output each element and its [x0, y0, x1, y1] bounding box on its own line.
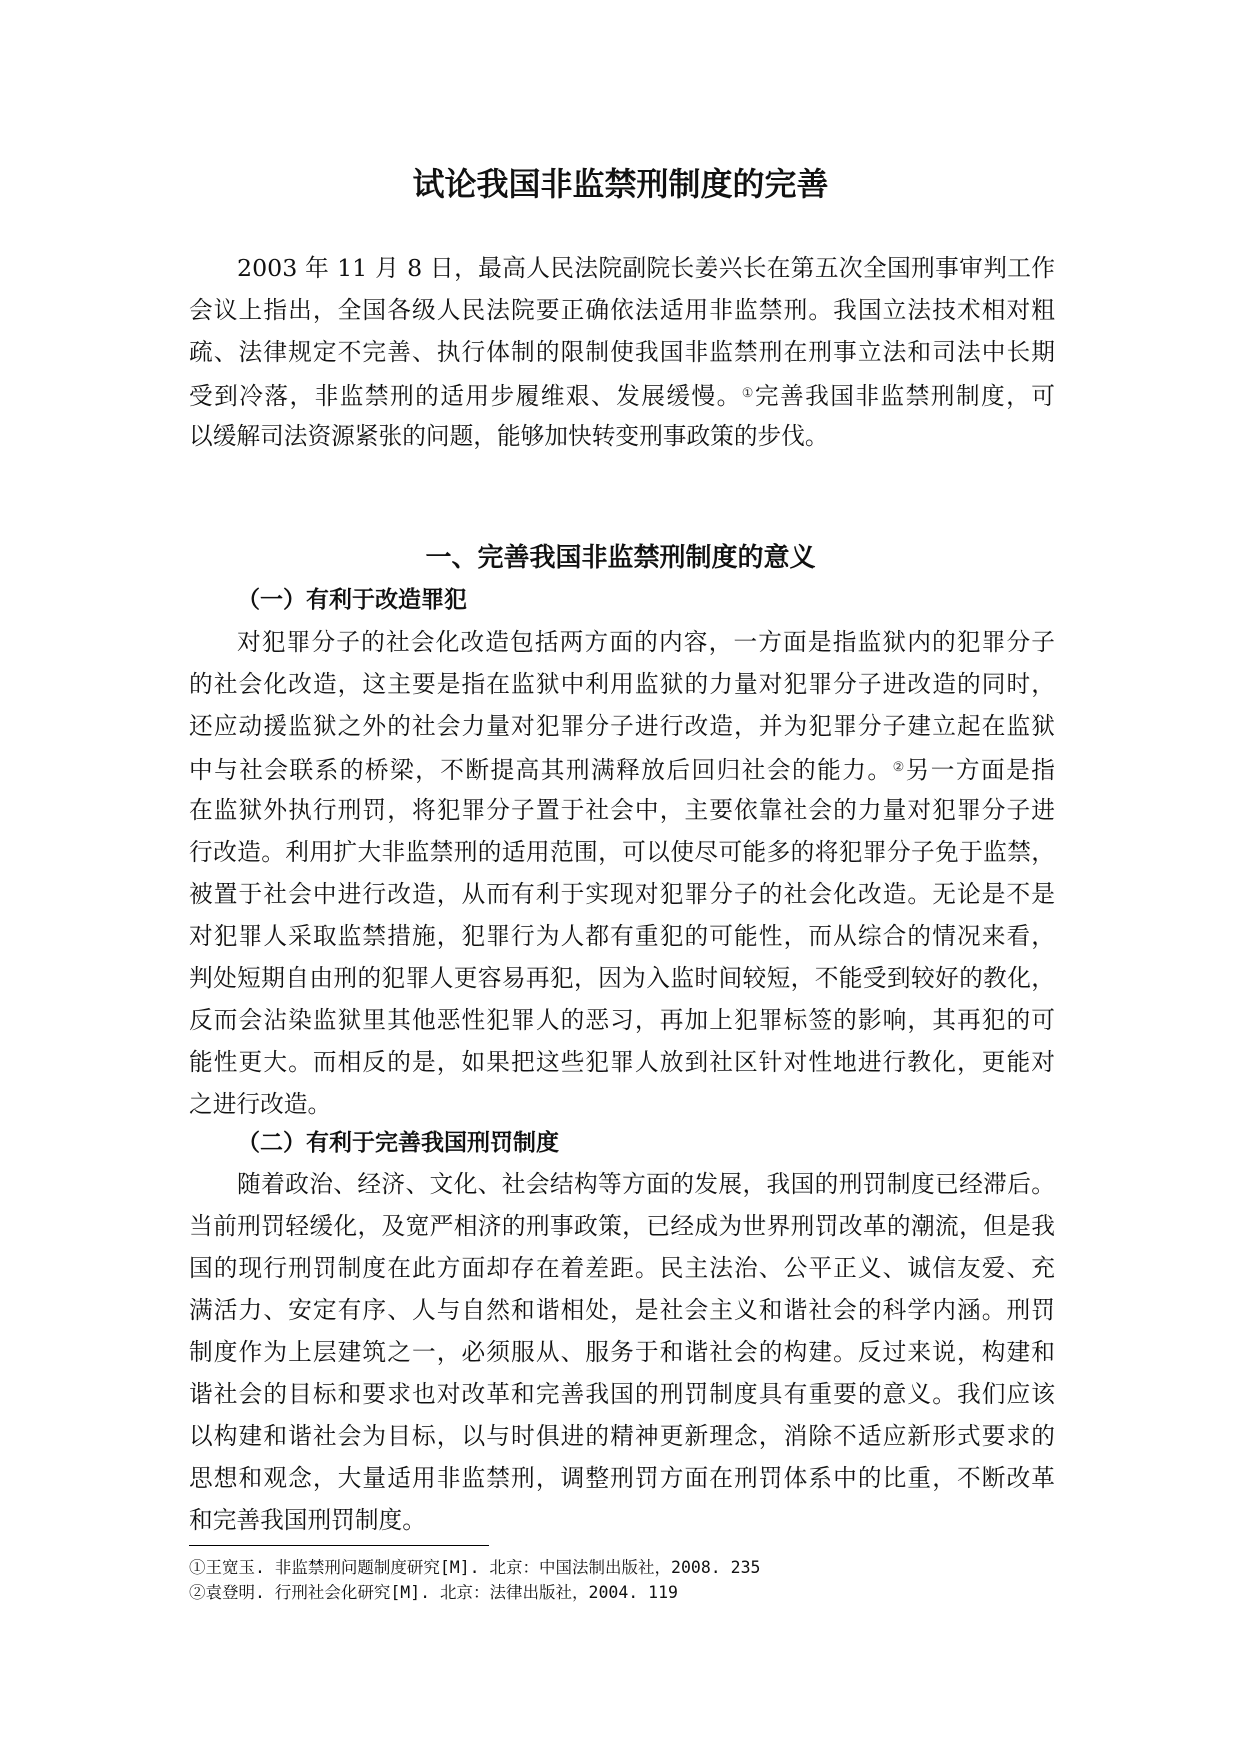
footnote: ①王宽玉. 非监禁刑问题制度研究[M]. 北京：中国法制出版社，2008. 235 — [189, 1558, 761, 1577]
paragraph-line — [189, 374, 1055, 414]
subsection-heading: （二）有利于完善我国刑罚制度 — [237, 1130, 559, 1156]
line-text: 中与社会联系的桥梁，不断提高其刑满释放后回归社会的能力。 — [189, 756, 893, 784]
paragraph-line: 制度作为上层建筑之一，必须服从、服务于和谐社会的构建。反过来说，构建和 — [189, 1338, 1055, 1366]
paragraph-line: 满活力、安定有序、人与自然和谐相处，是社会主义和谐社会的科学内涵。刑罚 — [189, 1296, 1055, 1324]
paragraph-line: 和完善我国刑罚制度。 — [189, 1506, 426, 1534]
paragraph-line: 被置于社会中进行改造，从而有利于实现对犯罪分子的社会化改造。无论是不是 — [189, 880, 1055, 908]
section-heading: 一、完善我国非监禁刑制度的意义 — [425, 543, 816, 573]
line-text: 受到冷落，非监禁刑的适用步履维艰、发展缓慢。 — [189, 382, 742, 410]
paragraph-line: 之进行改造。 — [189, 1090, 332, 1118]
footnote-marker[interactable]: ① — [741, 386, 755, 401]
paragraph-line: 以缓解司法资源紧张的问题，能够加快转变刑事政策的步伐。 — [189, 422, 829, 450]
paragraph-line: 反而会沾染监狱里其他恶性犯罪人的恶习，再加上犯罪标签的影响，其再犯的可 — [189, 1006, 1055, 1034]
paragraph-line: 以构建和谐社会为目标，以与时俱进的精神更新理念，消除不适应新形式要求的 — [189, 1422, 1055, 1450]
paragraph-line: 还应动援监狱之外的社会力量对犯罪分子进行改造，并为犯罪分子建立起在监狱 — [189, 712, 1055, 740]
line-text: 另一方面是指 — [905, 756, 1055, 784]
paragraph-line: 2003 年 11 月 8 日，最高人民法院副院长姜兴长在第五次全国刑事审判工作 — [237, 254, 1055, 282]
subsection-heading: （一）有利于改造罪犯 — [237, 587, 467, 613]
paragraph-line: 在监狱外执行刑罚，将犯罪分子置于社会中，主要依靠社会的力量对犯罪分子进 — [189, 796, 1055, 824]
paragraph-line — [189, 748, 1055, 788]
paragraph-line: 随着政治、经济、文化、社会结构等方面的发展，我国的刑罚制度已经滞后。 — [237, 1170, 1055, 1198]
paper-title: 试论我国非监禁刑制度的完善 — [412, 165, 829, 203]
paragraph-line: 的社会化改造，这主要是指在监狱中利用监狱的力量对犯罪分子进改造的同时， — [189, 670, 1055, 698]
paragraph-line: 疏、法律规定不完善、执行体制的限制使我国非监禁刑在刑事立法和司法中长期 — [189, 338, 1055, 366]
line-text: 完善我国非监禁刑制度，可 — [754, 382, 1055, 410]
paragraph-line: 能性更大。而相反的是，如果把这些犯罪人放到社区针对性地进行教化，更能对 — [189, 1048, 1055, 1076]
paragraph-line: 当前刑罚轻缓化，及宽严相济的刑事政策，已经成为世界刑罚改革的潮流，但是我 — [189, 1212, 1055, 1240]
paragraph-line: 会议上指出，全国各级人民法院要正确依法适用非监禁刑。我国立法技术相对粗 — [189, 296, 1055, 324]
footnote-separator — [189, 1545, 489, 1546]
paragraph-line: 对犯罪分子的社会化改造包括两方面的内容，一方面是指监狱内的犯罪分子 — [237, 628, 1055, 656]
paragraph-line: 思想和观念，大量适用非监禁刑，调整刑罚方面在刑罚体系中的比重，不断改革 — [189, 1464, 1055, 1492]
footnote-marker[interactable]: ② — [892, 760, 906, 775]
paragraph-line: 对犯罪人采取监禁措施，犯罪行为人都有重犯的可能性，而从综合的情况来看， — [189, 922, 1055, 950]
paragraph-line: 国的现行刑罚制度在此方面却存在着差距。民主法治、公平正义、诚信友爱、充 — [189, 1254, 1055, 1282]
paragraph-line: 谐社会的目标和要求也对改革和完善我国的刑罚制度具有重要的意义。我们应该 — [189, 1380, 1055, 1408]
footnote: ②袁登明. 行刑社会化研究[M]. 北京：法律出版社，2004. 119 — [189, 1583, 678, 1602]
paragraph-line: 判处短期自由刑的犯罪人更容易再犯，因为入监时间较短，不能受到较好的教化， — [189, 964, 1055, 992]
paragraph-line: 行改造。利用扩大非监禁刑的适用范围，可以使尽可能多的将犯罪分子免于监禁， — [189, 838, 1055, 866]
